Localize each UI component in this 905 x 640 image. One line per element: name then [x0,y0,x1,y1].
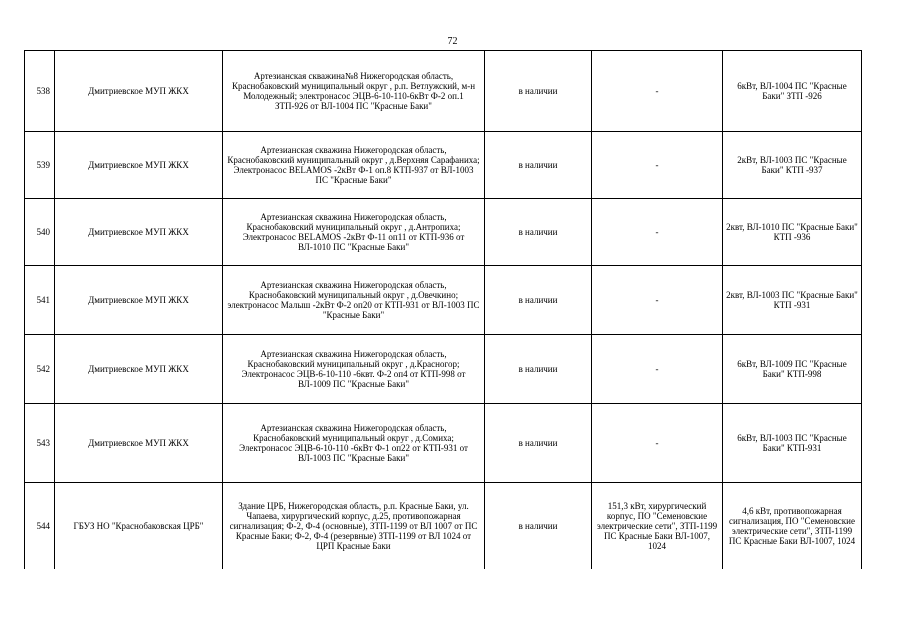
row-number: 539 [25,132,55,199]
power-details-cell: - [592,266,723,335]
availability-cell: в наличии [485,199,592,266]
power-details-cell: - [592,404,723,483]
table-row [25,132,862,199]
table-row [25,266,862,335]
connection-cell: 2квт, ВЛ-1003 ПС "Красные Баки" КТП -931 [723,266,862,335]
organization-cell: ГБУЗ НО "Краснобаковская ЦРБ" [55,483,223,569]
organization-cell: Дмитриевское МУП ЖКХ [55,132,223,199]
organization-cell: Дмитриевское МУП ЖКХ [55,266,223,335]
data-table [24,50,862,569]
object-description-cell: Артезианская скважина Нижегородская область, Краснобаковский муниципальный округ , д.Верхняя Сарафаниха; Электронасос BELAMOS -2кВт Ф-1 оп.8 КТП-937 от ВЛ-1003 ПС "Красные Баки" [223,132,485,199]
object-description-cell: Артезианская скважина Нижегородская область, Краснобаковский муниципальный округ , д.Овечкино; электронасос Малыш -2кВт Ф-2 оп20 от КТП-931 от ВЛ-1003 ПС "Красные Баки" [223,266,485,335]
row-number: 542 [25,335,55,404]
table-row [25,199,862,266]
row-number: 538 [25,51,55,132]
organization-cell: Дмитриевское МУП ЖКХ [55,335,223,404]
power-details-cell: 151,3 кВт, хирургический корпус, ПО "Семеновские электрические сети", ЗТП-1199 ПС Красные Баки ВЛ-1007, 1024 [592,483,723,569]
organization-cell: Дмитриевское МУП ЖКХ [55,199,223,266]
table-row [25,335,862,404]
availability-cell: в наличии [485,266,592,335]
connection-cell: 6кВт, ВЛ-1009 ПС "Красные Баки" КТП-998 [723,335,862,404]
table-row [25,51,862,132]
power-details-cell: - [592,199,723,266]
connection-cell: 6кВт, ВЛ-1004 ПС "Красные Баки" ЗТП -926 [723,51,862,132]
availability-cell: в наличии [485,483,592,569]
table-row [25,483,862,569]
organization-cell: Дмитриевское МУП ЖКХ [55,51,223,132]
page-number: 72 [447,36,458,47]
connection-cell: 4,6 кВт, противопожарная сигнализация, ПО "Семеновские электрические сети", ЗТП-1199 ПС Красные Баки ВЛ-1007, 1024 [723,483,862,569]
availability-cell: в наличии [485,132,592,199]
availability-cell: в наличии [485,335,592,404]
object-description-cell: Здание ЦРБ, Нижегородская область, р.п. Красные Баки, ул. Чапаева, хирургический корпус, д.25, противопожарная сигнализация; Ф-2, Ф-4 (основные), ЗТП-1199 от ВЛ 1007 от ПС Красные Баки; Ф-2, Ф-4 (резервные) ЗТП-1199 от ВЛ 1024 от ЦРП Красные Баки [223,483,485,569]
availability-cell: в наличии [485,404,592,483]
organization-cell: Дмитриевское МУП ЖКХ [55,404,223,483]
power-details-cell: - [592,335,723,404]
object-description-cell: Артезианская скважина Нижегородская область, Краснобаковский муниципальный округ , д.Сомиха; Электронасос ЭЦВ-6-10-110 -6кВт Ф-1 оп22 от КТП-931 от ВЛ-1003 ПС "Красные Баки" [223,404,485,483]
row-number: 543 [25,404,55,483]
row-number: 541 [25,266,55,335]
connection-cell: 6кВт, ВЛ-1003 ПС "Красные Баки" КТП-931 [723,404,862,483]
object-description-cell: Артезианская скважина№8 Нижегородская область, Краснобаковский муниципальный округ , р.п. Ветлужский, м-н Молодежный; электронасос ЭЦВ-6-10-110-6кВт Ф-2 оп.1 ЗТП-926 от ВЛ-1004 ПС "Красные Баки" [223,51,485,132]
connection-cell: 2квт, ВЛ-1010 ПС "Красные Баки" КТП -936 [723,199,862,266]
row-number: 544 [25,483,55,569]
object-description-cell: Артезианская скважина Нижегородская область, Краснобаковский муниципальный округ , д.Красногор; Электронасос ЭЦВ-6-10-110 -6квт. Ф-2 оп4 от КТП-998 от ВЛ-1009 ПС "Красные Баки" [223,335,485,404]
connection-cell: 2кВт, ВЛ-1003 ПС "Красные Баки" КТП -937 [723,132,862,199]
power-details-cell: - [592,51,723,132]
row-number: 540 [25,199,55,266]
table-row [25,404,862,483]
object-description-cell: Артезианская скважина Нижегородская область, Краснобаковский муниципальный округ , д.Антропиха; Электронасос BELAMOS -2кВт Ф-11 оп11 от КТП-936 от ВЛ-1010 ПС "Красные Баки" [223,199,485,266]
availability-cell: в наличии [485,51,592,132]
power-details-cell: - [592,132,723,199]
